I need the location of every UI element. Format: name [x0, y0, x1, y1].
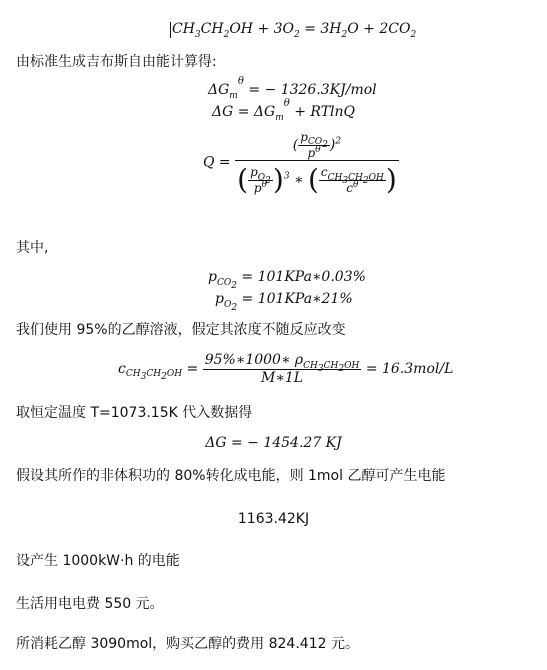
equation-dgm: $\Delta G_m^\theta$ = − 1326.3KJ/mol	[208, 76, 377, 101]
text-electricity-fee: 生活用电电费 550 元。	[16, 596, 164, 612]
energy-value: 1163.42KJ	[237, 511, 310, 527]
text-produce-energy: 设产生 1000kW·h 的电能	[16, 553, 180, 569]
reaction-equation: $CH_3CH_2OH + 3O_2 = 3H_2O + 2CO_2$	[172, 21, 417, 40]
q-fraction: ( $\frac{p_{CO_2}}{p^\theta}$ )$^2$ ( $\frac{p_{O_2}}{p^\theta}$ )$^3$ ∗ ( $\frac{c_{CH_3CH_2OH}}{c^\theta}$ )	[237, 130, 397, 197]
text-ethanol-consumption: 所消耗乙醇 3090mol，购买乙醇的费用 824.412 元。	[16, 636, 359, 652]
equation-concentration: $c_{CH_3CH_2OH}$ = $\frac{95\%∗1000∗ \rho_{CH_3CH_2OH}}{M∗1L}$ = 16.3mol/L	[118, 352, 454, 386]
conc-fraction: $\frac{95\%∗1000∗ \rho_{CH_3CH_2OH}}{M∗1L}$	[204, 352, 360, 386]
equation-q: Q = ( $\frac{p_{CO_2}}{p^\theta}$ )$^2$ ( $\frac{p_{O_2}}{p^\theta}$ )$^3$ ∗ ( $\frac{c_{CH_3CH_2OH}}{c^\theta}$ )	[203, 130, 397, 197]
conc-result: = 16.3mol/L	[365, 360, 454, 377]
po2-value: = 101KPa∗21%	[241, 291, 353, 307]
text-cursor	[170, 22, 171, 38]
pco2-value: = 101KPa∗0.03%	[241, 269, 366, 285]
conc-denominator: M∗1L	[203, 369, 362, 386]
dgm-value: = − 1326.3KJ/mol	[248, 82, 377, 98]
equation-pco2: $p_{CO_2}$ = 101KPa∗0.03%	[208, 269, 366, 291]
equation-dg-relation: $\Delta G = \Delta G_m^\theta + RTlnQ$	[212, 98, 356, 123]
equation-dg-result: ΔG = − 1454.27 KJ	[205, 435, 342, 451]
text-ethanol-solution: 我们使用 95%的乙醇溶液，假定其浓度不随反应改变	[16, 322, 346, 338]
text-qizhong: 其中,	[16, 240, 49, 256]
text-assumption: 假设其所作的非体积功的 80%转化成电能，则 1mol 乙醇可产生电能	[16, 468, 446, 484]
equation-po2: $p_{O_2}$ = 101KPa∗21%	[215, 291, 353, 313]
conc-numerator: 95%∗1000∗ ρ	[204, 352, 304, 368]
text-temperature: 取恒定温度 T=1073.15K 代入数据得	[16, 405, 253, 421]
text-gibbs-intro: 由标准生成吉布斯自由能计算得:	[16, 54, 217, 70]
